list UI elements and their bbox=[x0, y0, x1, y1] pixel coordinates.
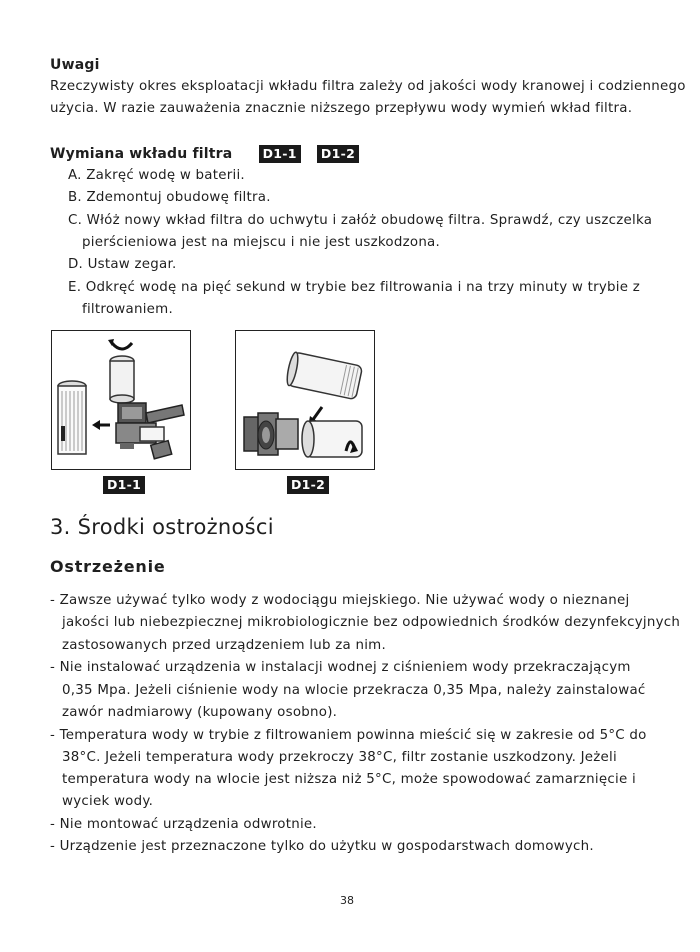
warning-line-12: - Urządzenie jest przeznaczone tylko do użytku w gospodarstwach domowych. bbox=[50, 839, 594, 854]
notes-heading: Uwagi bbox=[50, 57, 100, 73]
step-c-cont: pierścieniowa jest na miejscu i nie jest uszkodzona. bbox=[82, 235, 441, 250]
warning-line-11: - Nie montować urządzenia odwrotnie. bbox=[50, 817, 317, 832]
figure-label-d1-2-text: D1-2 bbox=[287, 476, 329, 494]
step-b: B. Zdemontuj obudowę filtra. bbox=[68, 190, 271, 205]
warning-line-5: 0,35 Mpa. Jeżeli ciśnienie wody na wlocie przekracza 0,35 Mpa, należy zainstalować bbox=[62, 683, 646, 698]
section-title: 3. Środki ostrożności bbox=[50, 515, 274, 539]
notes-line-1: Rzeczywisty okres eksploatacji wkładu filtra zależy od jakości wody kranowej i codziennego bbox=[50, 79, 686, 94]
step-e-cont: filtrowaniem. bbox=[82, 302, 173, 317]
figure-label-d1-1-text: D1-1 bbox=[103, 476, 145, 494]
replace-heading-row bbox=[50, 143, 359, 163]
badge-d1-2: D1-2 bbox=[317, 145, 359, 163]
notes-line-2: użycia. W razie zauważenia znacznie niższego przepływu wody wymień wkład filtra. bbox=[50, 101, 633, 116]
filter-install-illustration bbox=[236, 331, 374, 469]
step-e: E. Odkręć wodę na pięć sekund w trybie bez filtrowania i na trzy minuty w trybie z bbox=[68, 280, 641, 295]
warning-line-8: 38°C. Jeżeli temperatura wody przekroczy 38°C, filtr zostanie uszkodzony. Jeżeli bbox=[62, 750, 617, 765]
step-a: A. Zakręć wodę w baterii. bbox=[68, 168, 245, 183]
filter-removal-illustration bbox=[52, 331, 190, 469]
warning-line-4: - Nie instalować urządzenia w instalacji wodnej z ciśnieniem wody przekraczającym bbox=[50, 660, 631, 675]
figure-d1-2 bbox=[235, 330, 375, 470]
step-c: C. Włóż nowy wkład filtra do uchwytu i załóż obudowę filtra. Sprawdź, czy uszczelka bbox=[68, 213, 653, 228]
warning-line-9: temperatura wody na wlocie jest niższa niż 5°C, może spowodować zamarznięcie i bbox=[62, 772, 636, 787]
badge-d1-1: D1-1 bbox=[259, 145, 301, 163]
warning-line-3: zastosowanych przed urządzeniem lub za nim. bbox=[62, 638, 386, 653]
figure-label-d1-1 bbox=[103, 474, 145, 494]
figure-d1-1 bbox=[51, 330, 191, 470]
warning-line-10: wyciek wody. bbox=[62, 794, 154, 809]
replace-heading: Wymiana wkładu filtra bbox=[50, 146, 233, 162]
warning-line-1: - Zawsze używać tylko wody z wodociągu miejskiego. Nie używać wody o nieznanej bbox=[50, 593, 630, 608]
warning-subheading: Ostrzeżenie bbox=[50, 557, 166, 576]
warning-line-2: jakości lub niebezpiecznej mikrobiologicznie bez odpowiednich środków dezynfekcyjnych bbox=[62, 615, 681, 630]
step-d: D. Ustaw zegar. bbox=[68, 257, 177, 272]
page-number: 38 bbox=[340, 894, 354, 907]
warning-line-7: - Temperatura wody w trybie z filtrowaniem powinna mieścić się w zakresie od 5°C do bbox=[50, 728, 647, 743]
warning-line-6: zawór nadmiarowy (kupowany osobno). bbox=[62, 705, 338, 720]
figure-label-d1-2 bbox=[287, 474, 329, 494]
